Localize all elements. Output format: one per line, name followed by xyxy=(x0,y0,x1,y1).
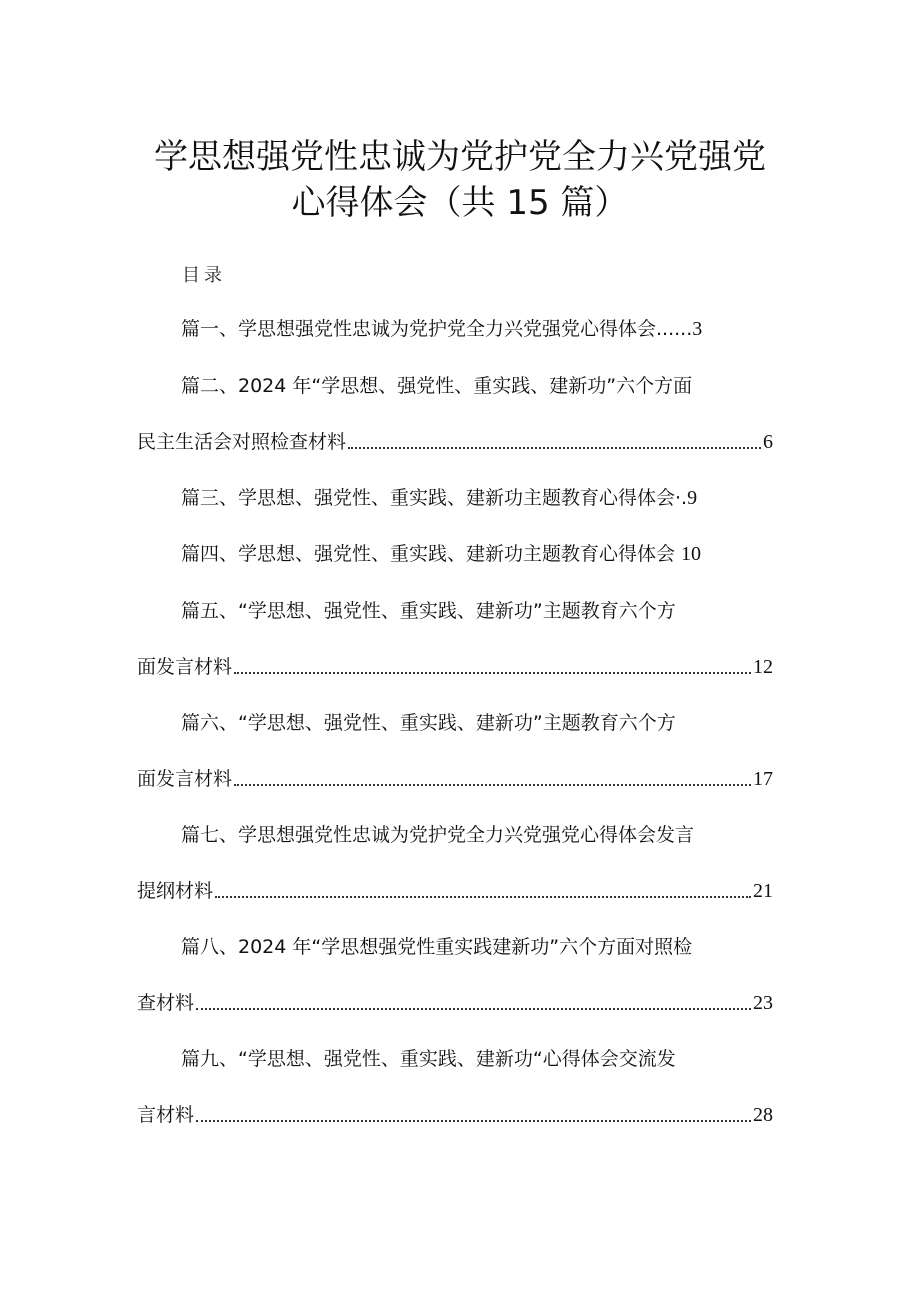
toc-entry-5 xyxy=(181,596,676,626)
toc-entry-9-text: 篇九、“学思想、强党性、重实践、建新功“心得体会交流发 xyxy=(181,1048,676,1070)
toc-entry-3-text: 篇三、学思想、强党性、重实践、建新功主题教育心得体会·. xyxy=(181,487,688,509)
toc-entry-5-text: 篇五、“学思想、强党性、重实践、建新功”主题教育六个方 xyxy=(181,600,676,622)
dot-leader xyxy=(234,672,751,674)
toc-entry-7-continuation xyxy=(137,876,773,906)
toc-entry-7 xyxy=(181,820,694,850)
dot-leader xyxy=(215,896,751,898)
toc-entry-7-cont-text: 提纲材料 xyxy=(137,880,214,902)
toc-entry-6-page: 17 xyxy=(753,768,773,790)
toc-entry-9-cont-text: 言材料 xyxy=(137,1104,195,1126)
toc-entry-3 xyxy=(181,483,697,513)
toc-entry-4-page: 10 xyxy=(681,543,702,565)
document-title-line-1: 学思想强党性忠诚为党护党全力兴党强党 xyxy=(154,137,766,177)
toc-entry-8-page: 23 xyxy=(753,992,773,1014)
toc-entry-6-continuation xyxy=(137,764,773,794)
toc-entry-5-continuation xyxy=(137,652,773,682)
toc-entry-1-text: 篇一、学思想强党性忠诚为党护党全力兴党强党心得体会...... xyxy=(181,318,693,340)
dot-leader xyxy=(234,784,751,786)
toc-entry-3-page: 9 xyxy=(687,487,698,509)
toc-entry-5-cont-text: 面发言材料 xyxy=(137,656,233,678)
dot-leader xyxy=(348,447,761,449)
toc-entry-8-continuation xyxy=(137,988,773,1018)
toc-entry-4-text: 篇四、学思想、强党性、重实践、建新功主题教育心得体会 xyxy=(181,543,682,565)
toc-entry-2-cont-text: 民主生活会对照检查材料 xyxy=(137,431,347,453)
toc-entry-9 xyxy=(181,1044,676,1074)
toc-entry-9-page: 28 xyxy=(753,1104,773,1126)
toc-entry-6-cont-text: 面发言材料 xyxy=(137,768,233,790)
toc-entry-2-continuation xyxy=(137,427,773,457)
toc-entry-9-continuation xyxy=(137,1100,773,1130)
toc-entry-2 xyxy=(181,371,692,401)
toc-entry-5-page: 12 xyxy=(753,656,773,678)
toc-entry-2-page: 6 xyxy=(763,431,773,453)
dot-leader xyxy=(196,1008,751,1010)
dot-leader xyxy=(196,1120,751,1122)
toc-entry-2-text: 篇二、2024 年“学思想、强党性、重实践、建新功”六个方面 xyxy=(181,375,693,397)
toc-entry-7-page: 21 xyxy=(753,880,773,902)
toc-entry-1 xyxy=(181,314,702,344)
toc-entry-8 xyxy=(181,932,692,962)
toc-entry-4 xyxy=(181,539,701,569)
toc-entry-6-text: 篇六、“学思想、强党性、重实践、建新功”主题教育六个方 xyxy=(181,712,676,734)
document-title-line-2: 心得体会（共 15 篇） xyxy=(291,183,629,223)
toc-entry-8-cont-text: 查材料 xyxy=(137,992,195,1014)
toc-entry-1-page: 3 xyxy=(692,318,703,340)
toc-entry-8-text: 篇八、2024 年“学思想强党性重实践建新功”六个方面对照检 xyxy=(181,936,693,958)
toc-heading: 目录 xyxy=(182,265,226,286)
toc-entry-7-text: 篇七、学思想强党性忠诚为党护党全力兴党强党心得体会发言 xyxy=(181,824,695,846)
toc-entry-6 xyxy=(181,708,676,738)
